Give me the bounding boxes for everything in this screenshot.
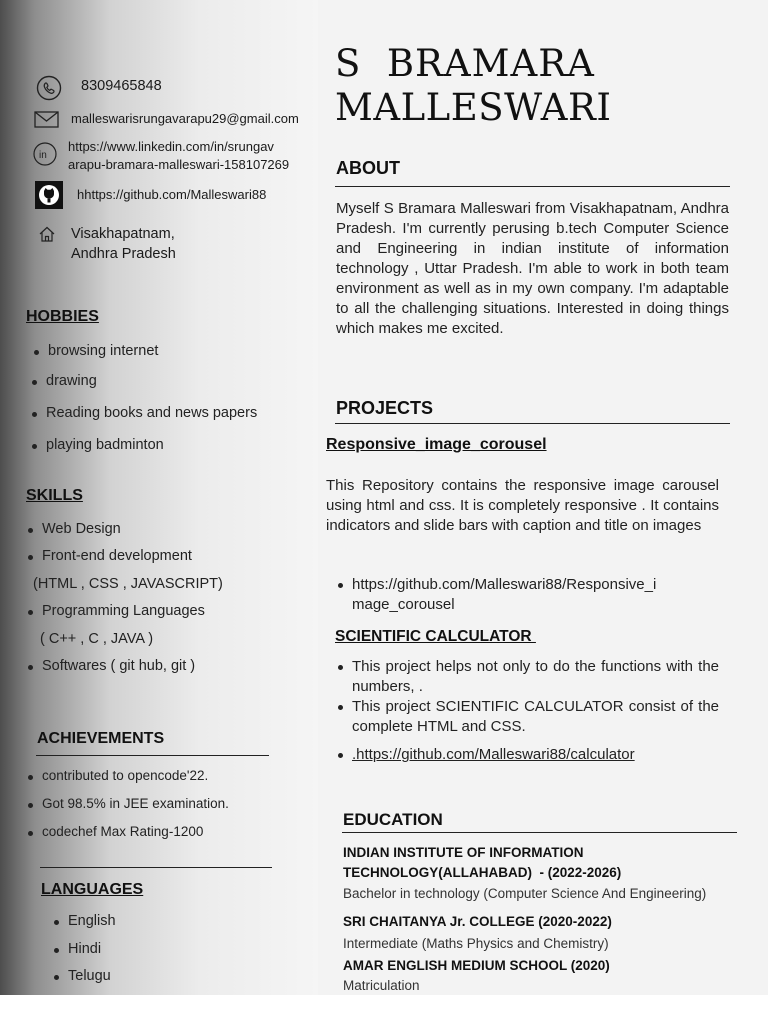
project2-bullet1: This project helps not only to do the functions with the numbers, .	[352, 658, 719, 695]
github-icon	[35, 181, 63, 214]
hobby-item: playing badminton	[46, 437, 164, 453]
home-icon	[38, 226, 56, 247]
address-line1: Visakhapatnam,	[71, 226, 175, 242]
achievements-heading: ACHIEVEMENTS	[37, 730, 165, 747]
skill-item-detail: (HTML , CSS , JAVASCRIPT)	[33, 576, 223, 592]
education1-degree: Bachelor in technology (Computer Science And Engineering)	[343, 886, 707, 901]
about-rule	[335, 186, 730, 187]
project1-link-line1[interactable]: https://github.com/Malleswari88/Responsive_i	[352, 576, 657, 593]
person-name-line1: S BRAMARA	[335, 42, 595, 85]
achievements-rule	[36, 755, 269, 756]
linkedin-link-line2[interactable]: arapu-bramara-malleswari-158107269	[68, 157, 290, 172]
project1-link-line2[interactable]: mage_corousel	[352, 596, 455, 613]
languages-rule	[40, 867, 272, 868]
mail-icon	[34, 111, 59, 133]
linkedin-icon	[33, 142, 57, 171]
education2-degree: Intermediate (Maths Physics and Chemistry)	[343, 936, 609, 951]
skill-item: Softwares ( git hub, git )	[42, 658, 196, 674]
project1-title: Responsive_image_corousel	[326, 436, 547, 453]
github-link[interactable]: hhttps://github.com/Malleswari88	[77, 187, 267, 202]
achievement-item: codechef Max Rating-1200	[42, 824, 204, 839]
svg-text:in: in	[39, 150, 47, 161]
email-link[interactable]: malleswarisrungavarapu29@gmail.com	[71, 111, 299, 126]
project2-link[interactable]: .https://github.com/Malleswari88/calculator	[352, 746, 635, 763]
language-item: English	[68, 913, 116, 929]
address-line2: Andhra Pradesh	[71, 246, 176, 262]
achievement-item: Got 98.5% in JEE examination.	[42, 796, 229, 811]
bullet-dot	[338, 705, 343, 710]
skill-item-detail: ( C++ , C , JAVA )	[40, 631, 154, 647]
phone-number: 8309465848	[81, 78, 162, 94]
education3-degree: Matriculation	[343, 978, 420, 993]
language-item: Telugu	[68, 968, 111, 984]
language-item: Hindi	[68, 941, 102, 957]
education1-name-line1: INDIAN INSTITUTE OF INFORMATION	[343, 845, 584, 860]
projects-rule	[335, 423, 730, 424]
education-rule	[342, 832, 737, 833]
linkedin-link-line1[interactable]: https://www.linkedin.com/in/srungav	[68, 139, 274, 154]
skill-item: Web Design	[42, 521, 121, 537]
languages-heading: LANGUAGES	[41, 881, 144, 898]
hobbies-heading: HOBBIES	[26, 308, 99, 325]
project1-description: This Repository contains the responsive image carousel using html and css. It is completely responsive . It contains indicators and slide bars with caption and title on images	[326, 477, 719, 534]
education2-name: SRI CHAITANYA Jr. COLLEGE (2020-2022)	[343, 914, 612, 929]
achievement-item: contributed to opencode'22.	[42, 768, 209, 783]
education-heading: EDUCATION	[343, 810, 443, 829]
about-text: Myself S Bramara Malleswari from Visakhapatnam, Andhra Pradesh. I'm currently perusing b.tech Computer Science and Engineering in indian institute of information technology , Uttar Pradesh. I'm able to work in both team environment as well as in my own company. I'm adaptable to all the challenging situations. Interested in doing things which makes me excited.	[336, 200, 729, 337]
hobby-item: drawing	[46, 373, 97, 389]
skill-item: Programming Languages	[42, 603, 205, 619]
skill-item: Front-end development	[42, 548, 192, 564]
skills-heading: SKILLS	[26, 487, 83, 504]
hobby-item: Reading books and news papers	[46, 405, 258, 421]
about-heading: ABOUT	[336, 158, 400, 178]
project2-bullet2: This project SCIENTIFIC CALCULATOR consist of the complete HTML and CSS.	[352, 698, 719, 735]
phone-icon	[36, 75, 62, 106]
person-name-line2: MALLESWARI	[335, 86, 612, 129]
projects-heading: PROJECTS	[336, 398, 434, 418]
hobby-item: browsing internet	[48, 343, 159, 359]
bullet-dot	[338, 665, 343, 670]
education1-name-line2: TECHNOLOGY(ALLAHABAD) - (2022-2026)	[343, 865, 622, 880]
project2-title: SCIENTIFIC CALCULATOR	[335, 628, 536, 645]
education3-name: AMAR ENGLISH MEDIUM SCHOOL (2020)	[343, 958, 610, 973]
